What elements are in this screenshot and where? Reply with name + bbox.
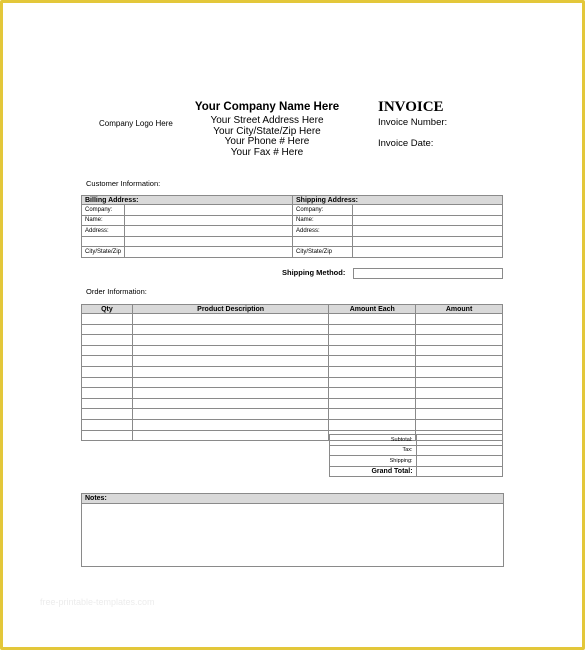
description-cell[interactable] (132, 324, 328, 335)
grand-total-label: Grand Total: (330, 466, 417, 477)
order-row (82, 345, 503, 356)
order-row (82, 398, 503, 409)
billing-company-field[interactable] (125, 205, 293, 216)
shipping-address-label: Address: (293, 226, 353, 237)
tax-label: Tax: (330, 445, 417, 456)
description-column-header: Product Description (132, 305, 328, 314)
amount-cell[interactable] (416, 345, 503, 356)
description-cell[interactable] (132, 409, 328, 420)
shipping-method-label: Shipping Method: (282, 268, 346, 277)
shipping-address-field[interactable] (352, 226, 502, 237)
order-row (82, 409, 503, 420)
company-name: Your Company Name Here (194, 101, 340, 113)
city-state-zip: Your City/State/Zip Here (213, 125, 321, 137)
customer-info-label: Customer Information: (86, 179, 161, 188)
billing-address2-label (82, 236, 125, 247)
order-table (81, 304, 503, 441)
qty-cell[interactable] (82, 324, 133, 335)
notes-box (81, 493, 504, 567)
amount-each-cell[interactable] (329, 324, 416, 335)
amount-each-column-header: Amount Each (329, 305, 416, 314)
billing-company-label: Company: (82, 205, 125, 216)
billing-address-label: Address: (82, 226, 125, 237)
qty-cell[interactable] (82, 366, 133, 377)
company-logo-placeholder: Company Logo Here (99, 119, 173, 128)
grand-total-field[interactable] (416, 466, 502, 477)
totals-table (329, 434, 503, 477)
description-cell[interactable] (132, 356, 328, 367)
qty-cell[interactable] (82, 335, 133, 346)
billing-city-label: City/State/Zip (82, 247, 125, 258)
order-info-label: Order Information: (86, 287, 147, 296)
watermark: free-printable-templates.com (40, 597, 155, 607)
description-cell[interactable] (132, 345, 328, 356)
order-row (82, 419, 503, 430)
qty-cell[interactable] (82, 409, 133, 420)
amount-cell[interactable] (416, 377, 503, 388)
qty-column-header: Qty (82, 305, 133, 314)
billing-address-header: Billing Address: (82, 196, 293, 205)
shipping-company-label: Company: (293, 205, 353, 216)
notes-header: Notes: (82, 494, 503, 504)
address-table (81, 195, 503, 258)
shipping-cost-label: Shipping: (330, 456, 417, 467)
amount-each-cell[interactable] (329, 377, 416, 388)
company-info (176, 101, 358, 158)
order-row (82, 356, 503, 367)
description-cell[interactable] (132, 430, 328, 441)
amount-column-header: Amount (416, 305, 503, 314)
shipping-city-label: City/State/Zip (293, 247, 353, 258)
amount-cell[interactable] (416, 335, 503, 346)
billing-address-field[interactable] (125, 226, 293, 237)
qty-cell[interactable] (82, 377, 133, 388)
subtotal-label: Subtotal: (330, 435, 417, 446)
amount-cell[interactable] (416, 419, 503, 430)
order-row (82, 324, 503, 335)
shipping-name-field[interactable] (352, 215, 502, 226)
billing-city-field[interactable] (125, 247, 293, 258)
qty-cell[interactable] (82, 356, 133, 367)
amount-each-cell[interactable] (329, 409, 416, 420)
order-row (82, 388, 503, 399)
order-row (82, 335, 503, 346)
amount-each-cell[interactable] (329, 419, 416, 430)
amount-each-cell[interactable] (329, 335, 416, 346)
description-cell[interactable] (132, 398, 328, 409)
amount-each-cell[interactable] (329, 398, 416, 409)
billing-name-label: Name: (82, 215, 125, 226)
shipping-address2-field[interactable] (352, 236, 502, 247)
qty-cell[interactable] (82, 419, 133, 430)
tax-field[interactable] (416, 445, 502, 456)
qty-cell[interactable] (82, 398, 133, 409)
description-cell[interactable] (132, 314, 328, 325)
description-cell[interactable] (132, 419, 328, 430)
shipping-method-field[interactable] (353, 268, 503, 279)
order-row (82, 366, 503, 377)
description-cell[interactable] (132, 388, 328, 399)
amount-cell[interactable] (416, 356, 503, 367)
fax-number: Your Fax # Here (230, 146, 304, 158)
description-cell[interactable] (132, 366, 328, 377)
shipping-name-label: Name: (293, 215, 353, 226)
amount-cell[interactable] (416, 388, 503, 399)
qty-cell[interactable] (82, 430, 133, 441)
street-address: Your Street Address Here (210, 115, 324, 126)
amount-each-cell[interactable] (329, 345, 416, 356)
shipping-company-field[interactable] (352, 205, 502, 216)
amount-cell[interactable] (416, 366, 503, 377)
qty-cell[interactable] (82, 388, 133, 399)
invoice-number-label: Invoice Number: (378, 117, 448, 128)
shipping-city-field[interactable] (352, 247, 502, 258)
amount-cell[interactable] (416, 409, 503, 420)
shipping-address2-label (293, 236, 353, 247)
amount-each-cell[interactable] (329, 356, 416, 367)
order-rows (82, 314, 503, 441)
amount-each-cell[interactable] (329, 366, 416, 377)
amount-cell[interactable] (416, 324, 503, 335)
subtotal-field[interactable] (416, 435, 502, 446)
order-row (82, 314, 503, 325)
shipping-address-header: Shipping Address: (293, 196, 503, 205)
billing-name-field[interactable] (125, 215, 293, 226)
notes-field[interactable] (82, 504, 503, 566)
qty-cell[interactable] (82, 314, 133, 325)
qty-cell[interactable] (82, 345, 133, 356)
billing-address2-field[interactable] (125, 236, 293, 247)
shipping-cost-field[interactable] (416, 456, 502, 467)
description-cell[interactable] (132, 335, 328, 346)
invoice-date-label: Invoice Date: (378, 138, 434, 149)
phone-number: Your Phone # Here (224, 136, 310, 147)
description-cell[interactable] (132, 377, 328, 388)
amount-each-cell[interactable] (329, 388, 416, 399)
invoice-title: INVOICE (378, 99, 444, 115)
amount-each-cell[interactable] (329, 314, 416, 325)
amount-cell[interactable] (416, 314, 503, 325)
order-row (82, 377, 503, 388)
amount-cell[interactable] (416, 398, 503, 409)
